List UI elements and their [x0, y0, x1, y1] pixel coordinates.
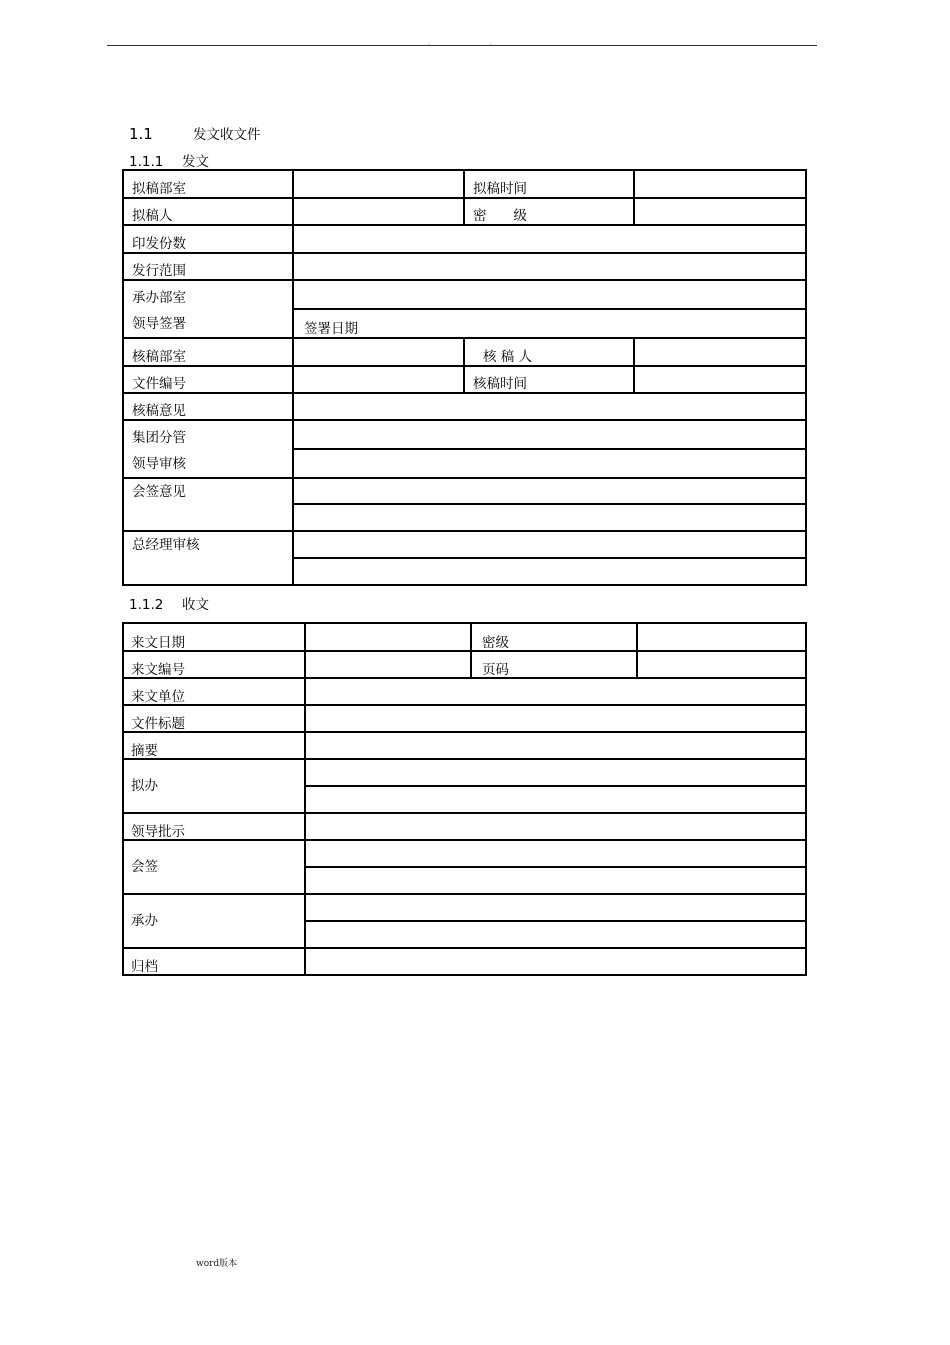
- label-cell: 页码: [471, 651, 637, 678]
- input-cell[interactable]: [305, 732, 806, 759]
- subsection-heading-fawen: [129, 150, 209, 170]
- header-rule: [107, 45, 817, 46]
- subsection-number: 1.1.1: [129, 154, 164, 170]
- label-line: 领导审核: [132, 456, 186, 472]
- subsection-number: 1.1.2: [129, 597, 164, 613]
- label-cell: 会签意见: [123, 478, 293, 531]
- label-cell: 密 级: [464, 198, 634, 225]
- label-cell: [123, 420, 293, 478]
- input-cell[interactable]: [293, 504, 806, 531]
- label-cell: 拟稿部室: [123, 170, 293, 198]
- label-cell: 核稿时间: [464, 366, 634, 393]
- input-cell[interactable]: [293, 170, 464, 198]
- header-dot: .: [490, 40, 492, 47]
- label-cell: 来文编号: [123, 651, 305, 678]
- label-cell: 核稿部室: [123, 338, 293, 366]
- input-cell[interactable]: [293, 478, 806, 504]
- table-row: [123, 280, 806, 309]
- input-cell[interactable]: [305, 651, 471, 678]
- label-cell: 印发份数: [123, 225, 293, 253]
- input-cell[interactable]: [305, 867, 806, 894]
- table-row: [123, 531, 806, 558]
- table-row: [123, 705, 806, 732]
- label-cell: 拟办: [123, 759, 305, 813]
- input-cell[interactable]: [305, 948, 806, 975]
- label-line: 领导签署: [132, 316, 186, 332]
- input-cell[interactable]: [293, 449, 806, 478]
- label-cell: 领导批示: [123, 813, 305, 840]
- input-cell[interactable]: [305, 759, 806, 786]
- table-row: [123, 393, 806, 420]
- input-cell[interactable]: [293, 366, 464, 393]
- section-number: 1.1: [129, 125, 153, 143]
- table-row: [123, 948, 806, 975]
- input-cell[interactable]: [293, 558, 806, 585]
- table-row: [123, 623, 806, 651]
- input-cell[interactable]: [305, 786, 806, 813]
- header-dot: .: [428, 40, 430, 47]
- input-cell[interactable]: [293, 531, 806, 558]
- table-row: [123, 813, 806, 840]
- input-cell[interactable]: [293, 280, 806, 309]
- label-cell: 承办: [123, 894, 305, 948]
- table-row: [123, 253, 806, 280]
- input-cell[interactable]: [634, 366, 806, 393]
- input-cell[interactable]: [634, 170, 806, 198]
- table-row: [123, 338, 806, 366]
- table-row: [123, 651, 806, 678]
- table-row: [123, 732, 806, 759]
- input-cell[interactable]: [305, 894, 806, 921]
- input-cell[interactable]: [293, 198, 464, 225]
- subsection-title: 发文: [182, 154, 209, 170]
- input-cell[interactable]: [637, 623, 806, 651]
- input-cell[interactable]: [305, 623, 471, 651]
- input-cell[interactable]: [293, 253, 806, 280]
- label-cell: 核稿意见: [123, 393, 293, 420]
- input-cell[interactable]: [637, 651, 806, 678]
- table-row: [123, 678, 806, 705]
- section-title: 发文收文件: [193, 127, 261, 143]
- input-cell[interactable]: [305, 678, 806, 705]
- label-cell: 拟稿时间: [464, 170, 634, 198]
- label-cell: 总经理审核: [123, 531, 293, 585]
- input-cell[interactable]: [305, 705, 806, 732]
- input-cell[interactable]: [634, 338, 806, 366]
- label-cell: 摘要: [123, 732, 305, 759]
- label-cell: 会签: [123, 840, 305, 894]
- table-row: [123, 225, 806, 253]
- table-row: [123, 198, 806, 225]
- label-cell: 发行范围: [123, 253, 293, 280]
- label-cell: [123, 280, 293, 338]
- subsection-title: 收文: [182, 597, 209, 613]
- table-row: [123, 894, 806, 921]
- section-heading: [129, 123, 261, 143]
- label-cell: 文件标题: [123, 705, 305, 732]
- footer-text: word版本: [196, 1259, 238, 1269]
- input-cell[interactable]: [305, 813, 806, 840]
- table-row: [123, 759, 806, 786]
- table-row: [123, 478, 806, 504]
- table-row: [123, 840, 806, 867]
- label-cell: 拟稿人: [123, 198, 293, 225]
- label-cell: 来文日期: [123, 623, 305, 651]
- label-cell: 核 稿 人: [464, 338, 634, 366]
- signature-date-cell[interactable]: 签署日期: [293, 309, 806, 338]
- input-cell[interactable]: [305, 921, 806, 948]
- shouwen-table: [122, 622, 807, 976]
- table-row: [123, 420, 806, 449]
- table-row: [123, 170, 806, 198]
- label-cell: 密级: [471, 623, 637, 651]
- label-line: 承办部室: [132, 290, 186, 306]
- label-cell: 归档: [123, 948, 305, 975]
- label-line: 集团分管: [132, 430, 186, 446]
- input-cell[interactable]: [293, 338, 464, 366]
- input-cell[interactable]: [293, 420, 806, 449]
- table-row: [123, 366, 806, 393]
- input-cell[interactable]: [305, 840, 806, 867]
- label-cell: 来文单位: [123, 678, 305, 705]
- label-cell: 文件编号: [123, 366, 293, 393]
- fawen-table: [122, 169, 807, 586]
- input-cell[interactable]: [634, 198, 806, 225]
- subsection-heading-shouwen: [129, 593, 209, 613]
- input-cell[interactable]: [293, 225, 806, 253]
- input-cell[interactable]: [293, 393, 806, 420]
